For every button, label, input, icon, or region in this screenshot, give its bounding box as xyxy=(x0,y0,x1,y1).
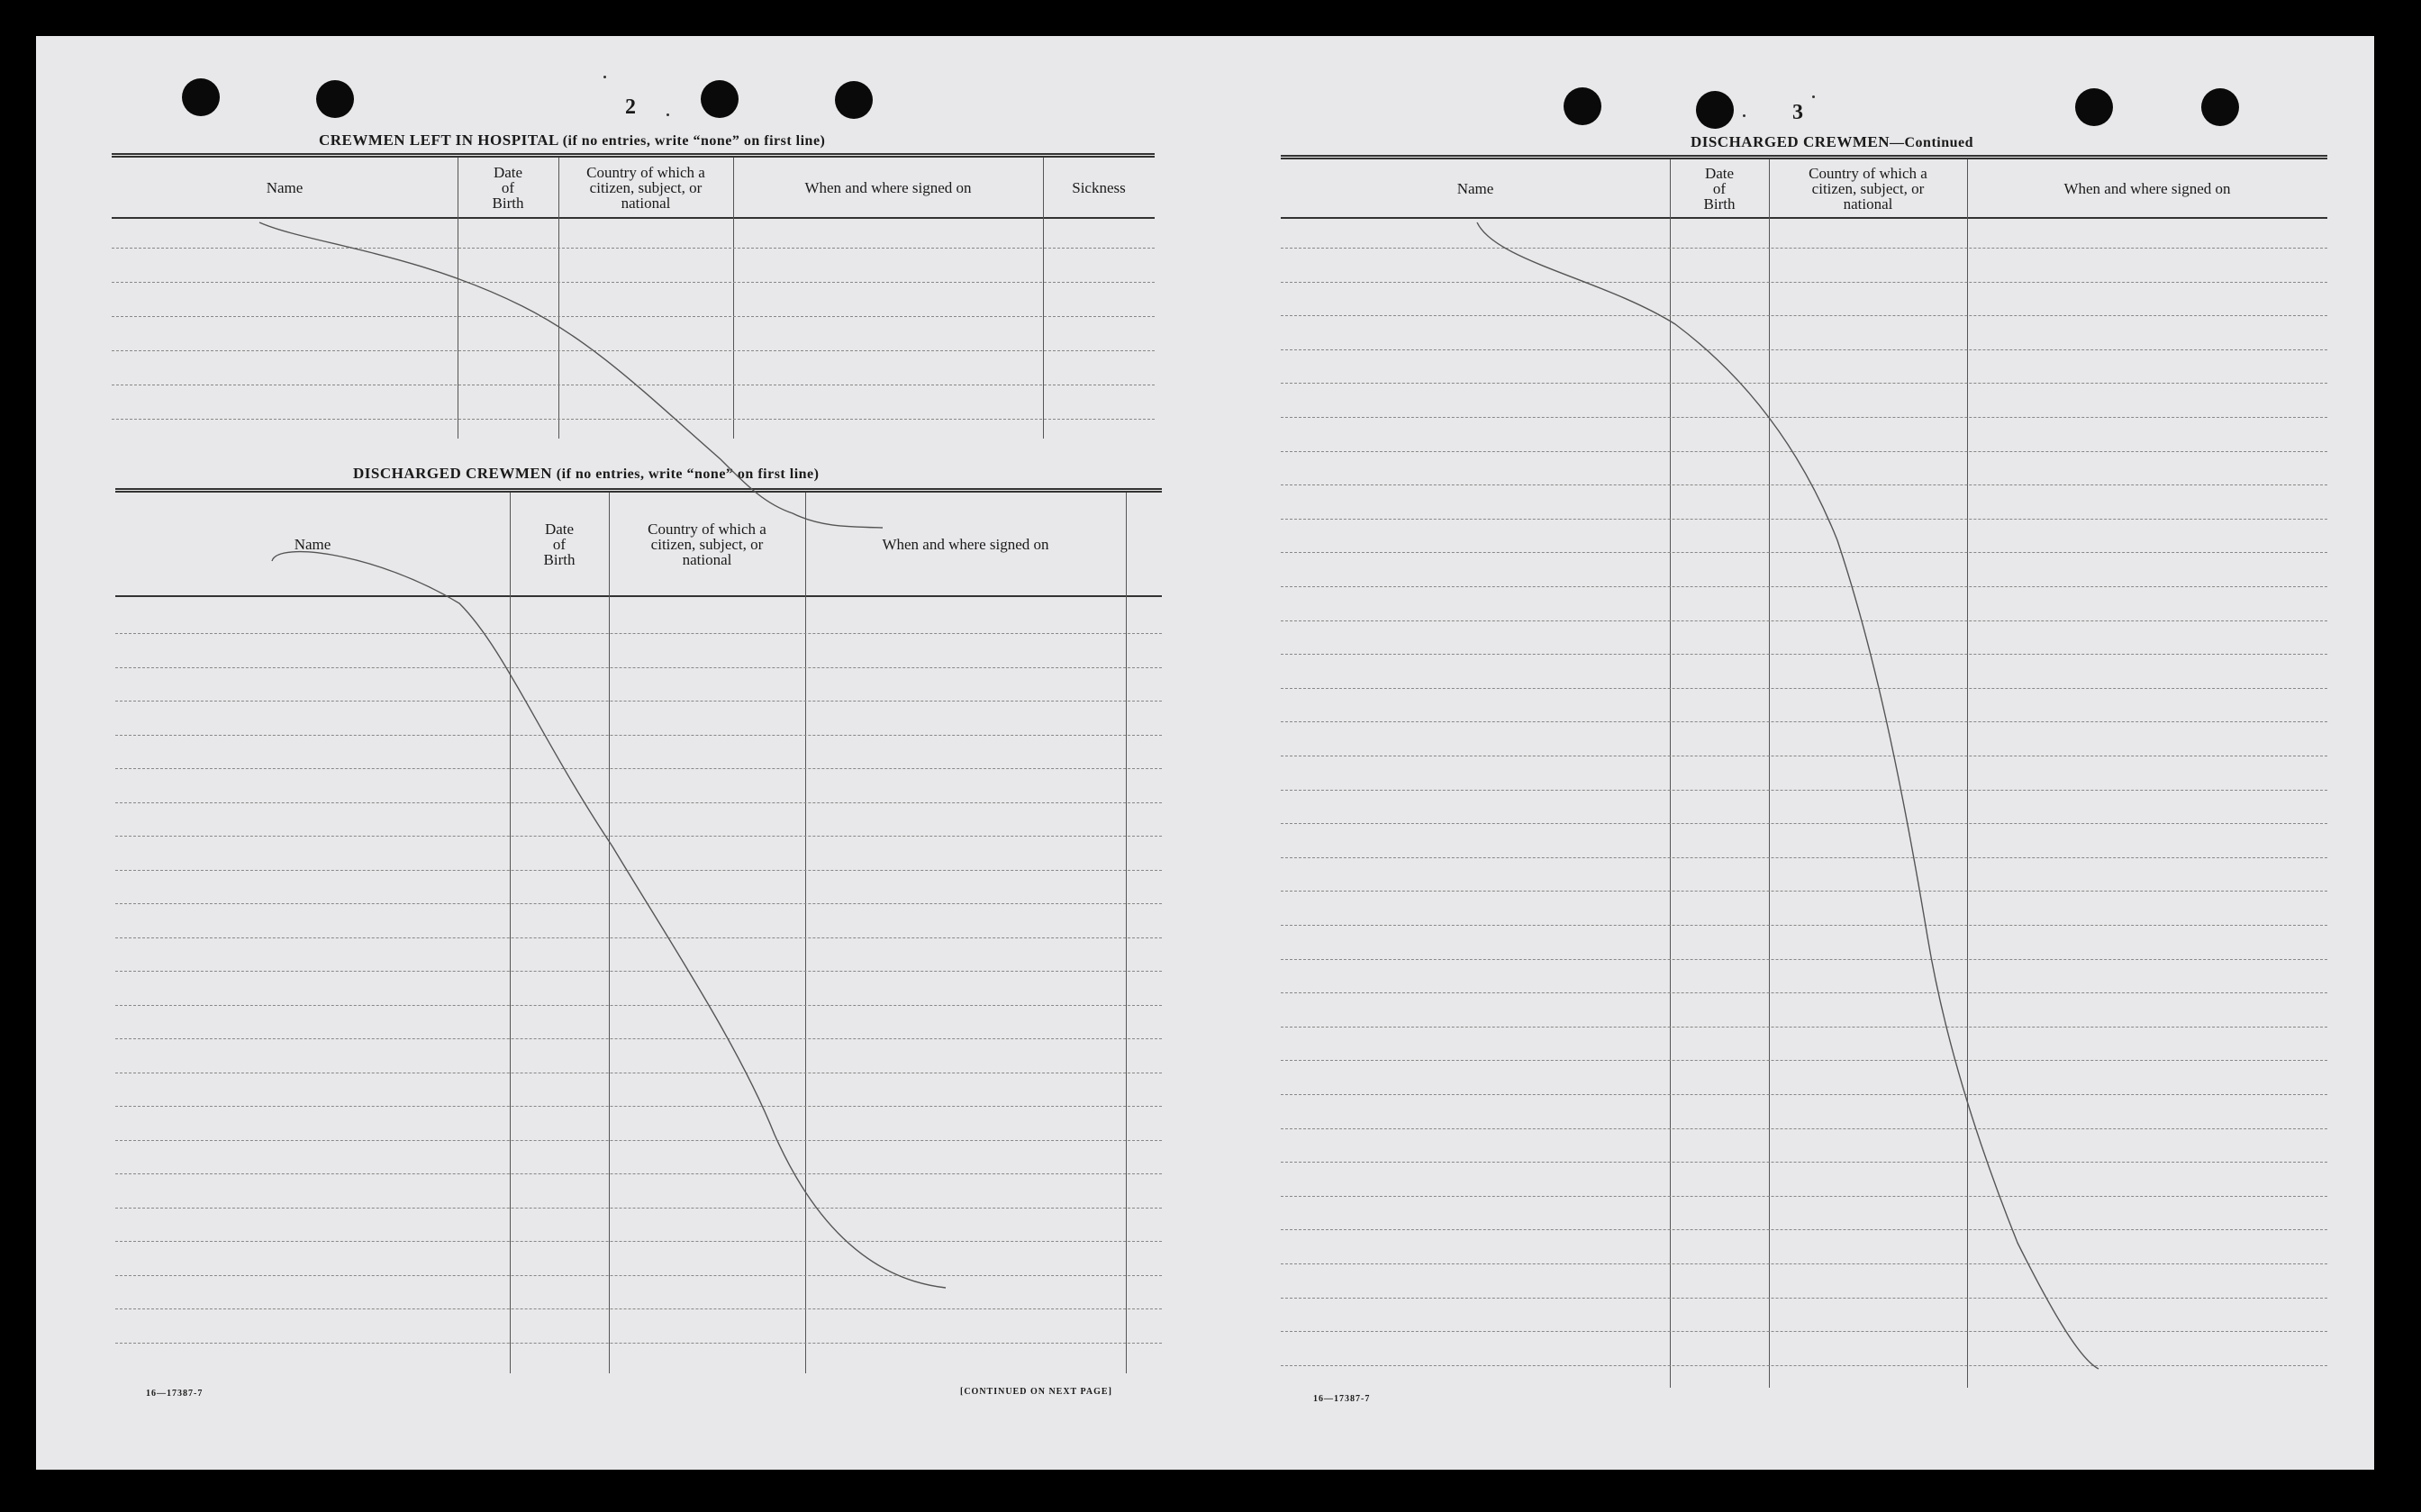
column-header: Name xyxy=(1456,179,1494,197)
column-header: Country of which a citizen, subject, or national xyxy=(1809,164,1927,213)
column-header: Date of Birth xyxy=(1703,164,1736,213)
form-code: 16—17387-7 xyxy=(146,1389,204,1399)
column-header: Name xyxy=(266,178,304,196)
column-header: Date of Birth xyxy=(492,163,524,212)
form-sheet xyxy=(36,36,2374,1470)
pencil-stroke xyxy=(272,552,946,1288)
column-header: Name xyxy=(294,535,331,553)
pencil-scrawl xyxy=(36,36,2374,1470)
continued-note: [CONTINUED ON NEXT PAGE] xyxy=(960,1387,1112,1397)
column-header: Country of which a citizen, subject, or national xyxy=(648,520,766,568)
form-code: 16—17387-7 xyxy=(1313,1394,1371,1404)
pencil-stroke xyxy=(1477,222,2099,1369)
section-note: —Continued xyxy=(1890,135,1974,150)
column-header: Country of which a citizen, subject, or national xyxy=(586,163,705,212)
page-number: 3 xyxy=(1792,101,1803,124)
pencil-stroke xyxy=(259,222,883,528)
column-header: Date of Birth xyxy=(543,520,576,568)
section-note: (if no entries, write “none” on first line) xyxy=(562,133,826,149)
section-title-text: DISCHARGED CREWMEN xyxy=(1690,133,1890,150)
section-note: (if no entries, write “none” on first line) xyxy=(556,466,820,482)
column-header: Sickness xyxy=(1072,178,1126,196)
page-number: 2 xyxy=(625,95,636,119)
section-title-text: DISCHARGED CREWMEN xyxy=(353,465,553,482)
column-header: When and where signed on xyxy=(804,178,972,196)
column-header: When and where signed on xyxy=(882,535,1049,553)
column-header: When and where signed on xyxy=(2063,179,2231,197)
section-title-text: CREWMEN LEFT IN HOSPITAL xyxy=(319,131,558,149)
